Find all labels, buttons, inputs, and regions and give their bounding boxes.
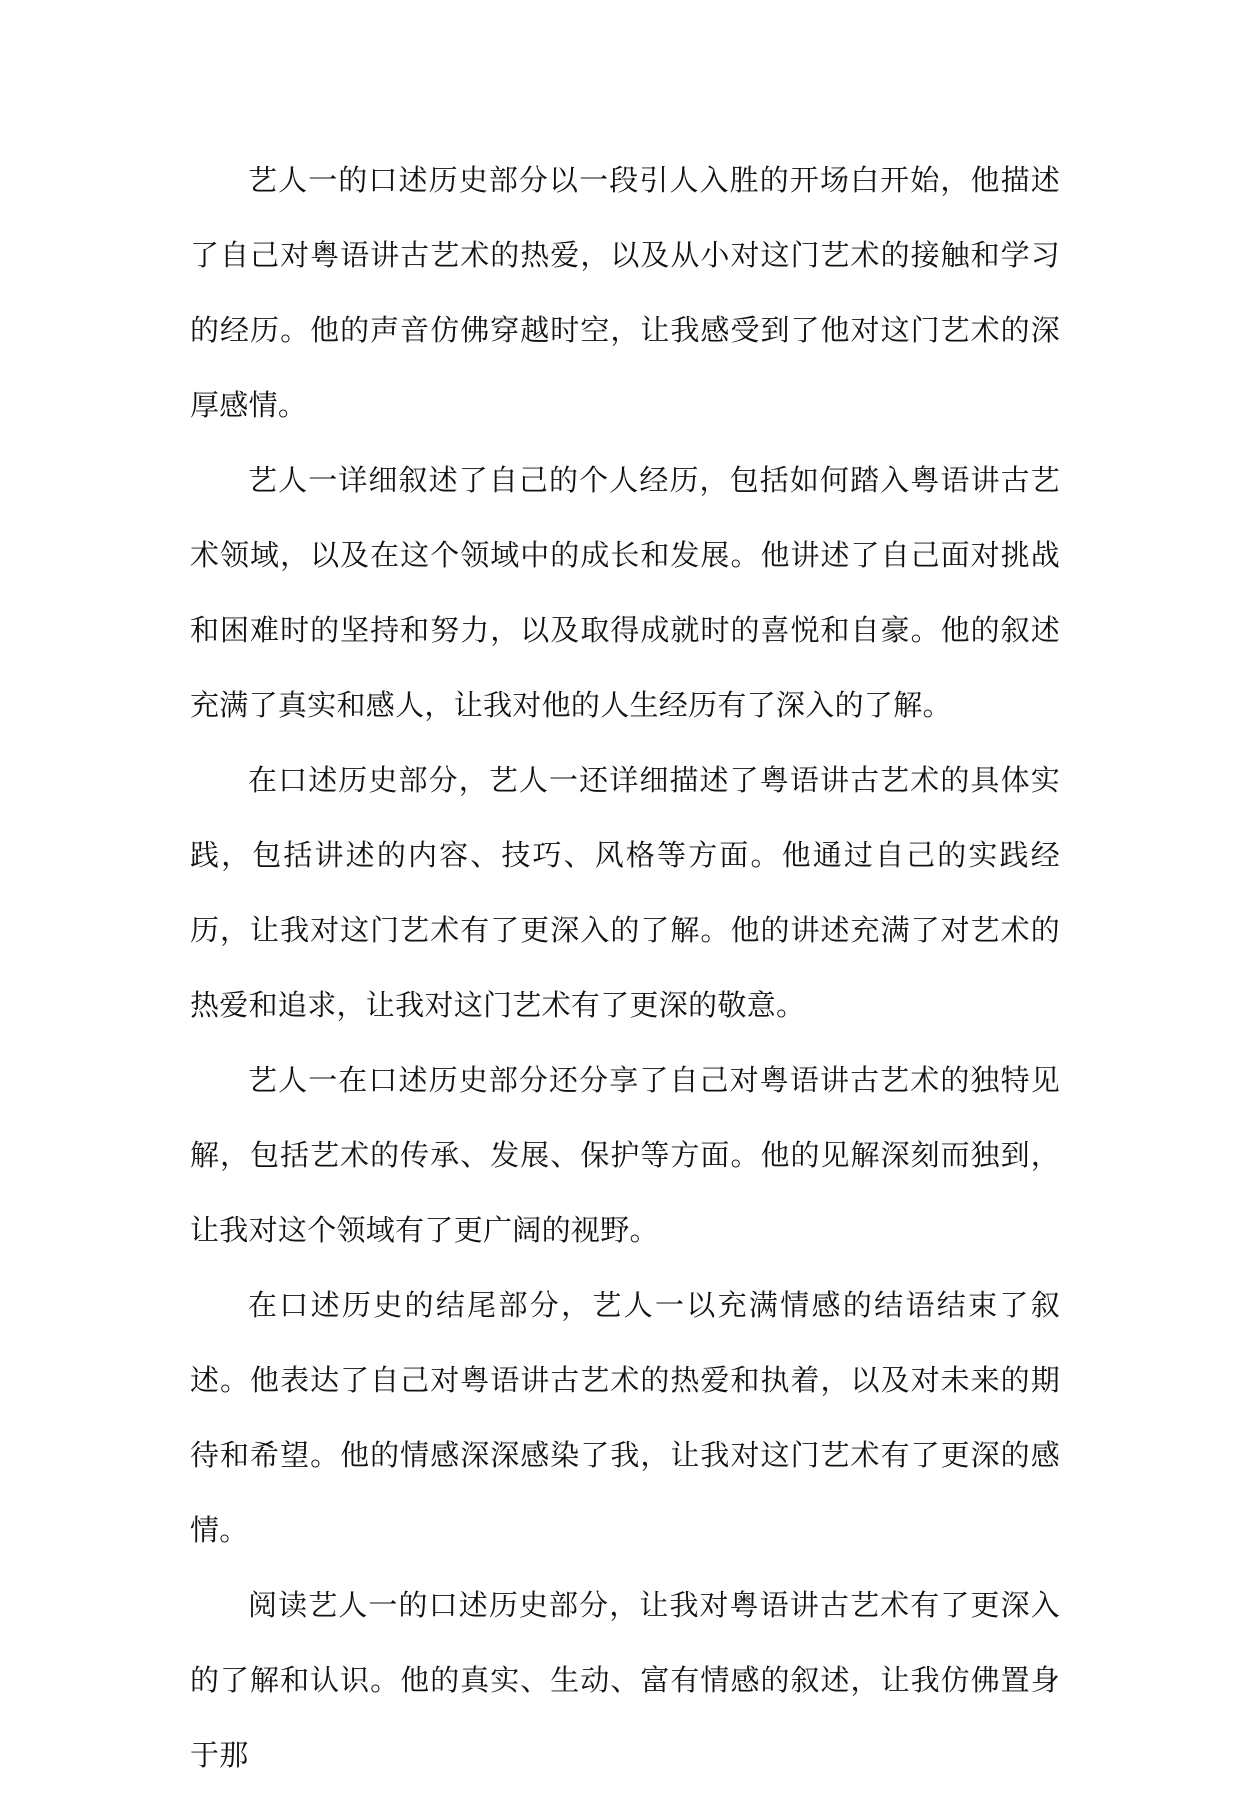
- paragraph-6: 阅读艺人一的口述历史部分，让我对粤语讲古艺术有了更深入的了解和认识。他的真实、生动、富有情感的叙述，让我仿佛置身于那: [190, 1588, 1060, 1772]
- body-text: [190, 143, 1060, 1793]
- paragraph-5: 在口述历史的结尾部分，艺人一以充满情感的结语结束了叙述。他表达了自己对粤语讲古艺术的热爱和执着，以及对未来的期待和希望。他的情感深深感染了我，让我对这门艺术有了更深的感情。: [190, 1288, 1060, 1547]
- paragraph-1: 艺人一的口述历史部分以一段引人入胜的开场白开始，他描述了自己对粤语讲古艺术的热爱，以及从小对这门艺术的接触和学习的经历。他的声音仿佛穿越时空，让我感受到了他对这门艺术的深厚感情。: [190, 163, 1060, 422]
- paragraph-2: 艺人一详细叙述了自己的个人经历，包括如何踏入粤语讲古艺术领域，以及在这个领域中的成长和发展。他讲述了自己面对挑战和困难时的坚持和努力，以及取得成就时的喜悦和自豪。他的叙述充满了真实和感人，让我对他的人生经历有了深入的了解。: [190, 463, 1060, 722]
- paragraph-3: 在口述历史部分，艺人一还详细描述了粤语讲古艺术的具体实践，包括讲述的内容、技巧、风格等方面。他通过自己的实践经历，让我对这门艺术有了更深入的了解。他的讲述充满了对艺术的热爱和追求，让我对这门艺术有了更深的敬意。: [190, 763, 1060, 1022]
- paragraph-4: 艺人一在口述历史部分还分享了自己对粤语讲古艺术的独特见解，包括艺术的传承、发展、保护等方面。他的见解深刻而独到，让我对这个领域有了更广阔的视野。: [190, 1063, 1060, 1247]
